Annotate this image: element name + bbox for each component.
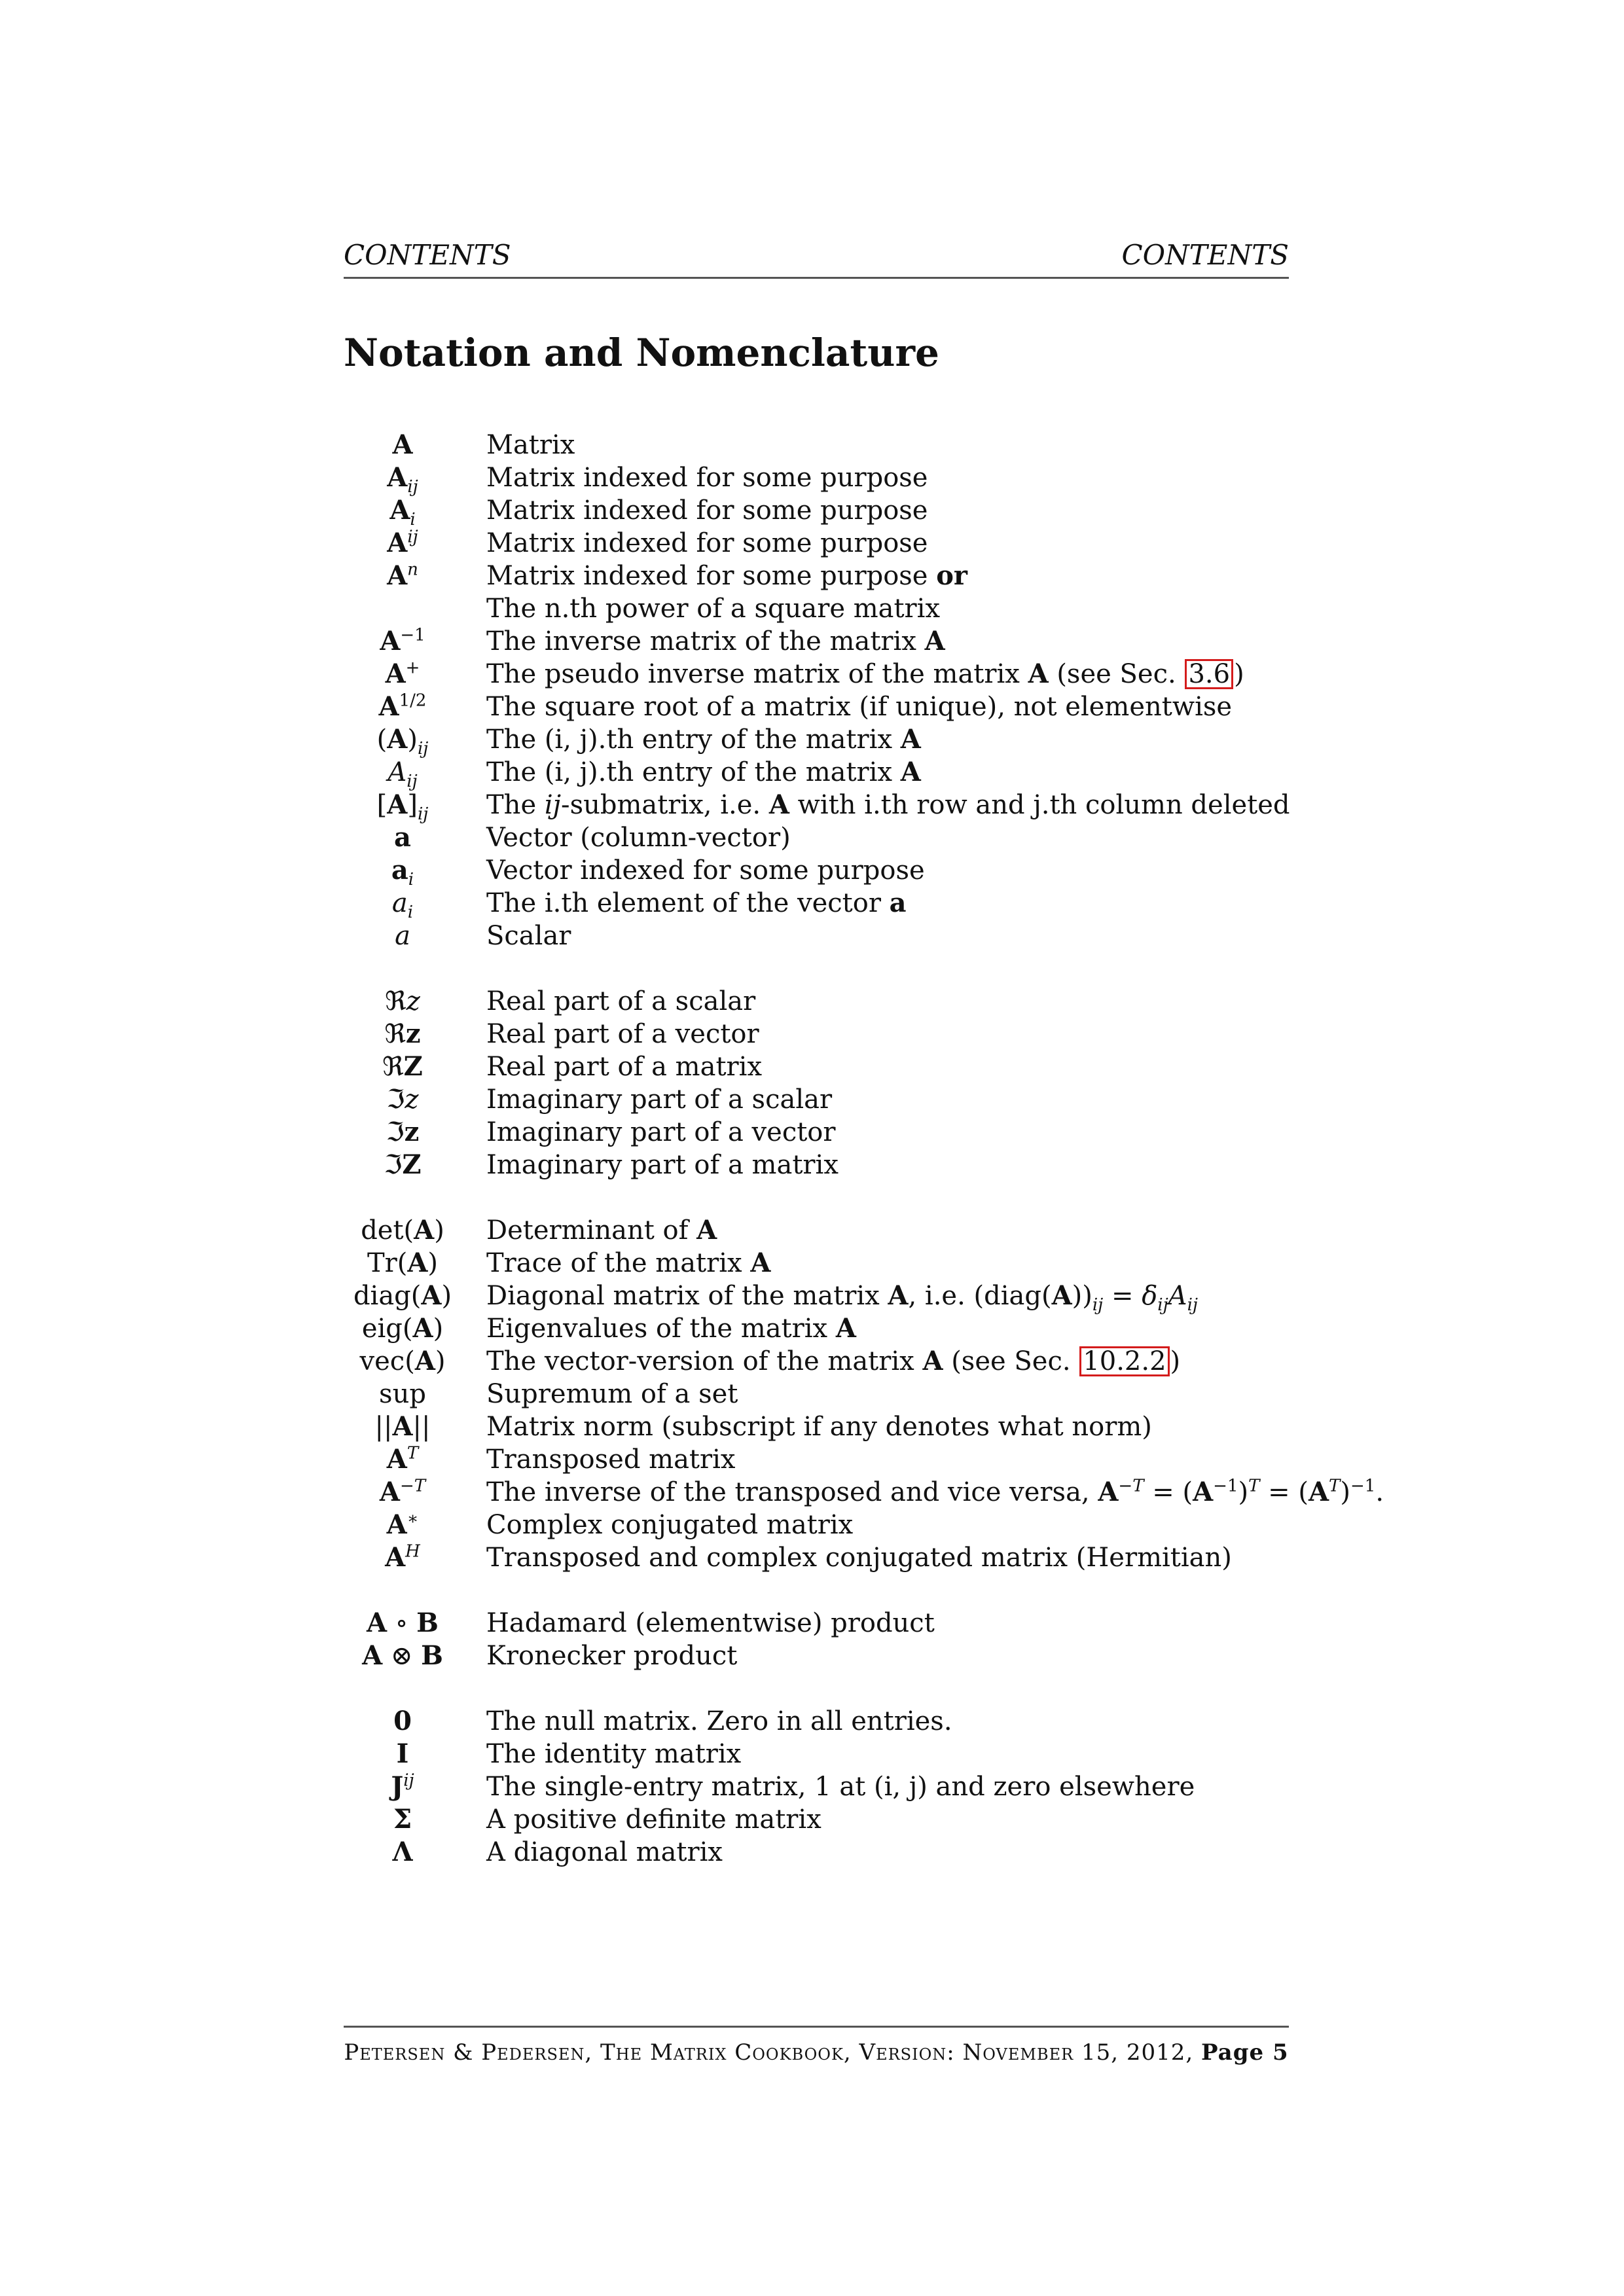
symbol: diag(A) [353, 1280, 452, 1311]
list-item [344, 1378, 1456, 1410]
list-item [344, 1541, 1456, 1574]
description: Imaginary part of a matrix [486, 1150, 839, 1180]
list-item [344, 560, 1456, 592]
symbol: $A_{ij}$ [387, 462, 418, 497]
description: Hadamard (elementwise) product [486, 1608, 935, 1638]
header-left: CONTENTS [344, 239, 511, 271]
list-item [344, 461, 1456, 497]
symbol: $a_i$ [391, 888, 414, 922]
symbol: Σ [393, 1804, 412, 1835]
description: The (i, j).th entry of the matrix A [486, 757, 921, 787]
symbol: $J^{ij}$ [391, 1770, 414, 1802]
list-item [344, 1803, 1456, 1836]
description: Transposed matrix [486, 1444, 736, 1475]
running-header [344, 239, 1289, 279]
symbol: I [396, 1738, 409, 1769]
symbol: vec(A) [359, 1346, 446, 1376]
list-item [344, 1836, 1456, 1869]
symbol: Tr(A) [367, 1247, 439, 1278]
description: The null matrix. Zero in all entries. [486, 1706, 952, 1736]
symbol: $A^{-1}$ [380, 625, 425, 656]
description: Vector indexed for some purpose [486, 855, 925, 886]
description: The single-entry matrix, 1 at (i, j) and zero elsewhere [486, 1772, 1195, 1802]
symbol: eig(A) [361, 1313, 444, 1344]
page-number: Page 5 [1201, 2039, 1289, 2066]
symbol: A ⊗ B [362, 1640, 443, 1671]
description: The vector-version of the matrix A (see Sec. 10.2.2 ) [486, 1346, 1181, 1376]
description: The square root of a matrix (if unique), not elementwise [486, 692, 1233, 722]
symbol: $A^n$ [387, 560, 418, 591]
list-item [344, 854, 1456, 887]
section-link[interactable]: 10.2.2 [1079, 1346, 1169, 1376]
description: Determinant of A [486, 1215, 717, 1246]
list-item [344, 1247, 1456, 1280]
list-item [344, 1280, 1456, 1315]
symbol: $A^{ij}$ [387, 527, 418, 558]
description: The i.th element of the vector a [486, 888, 907, 918]
description: The pseudo inverse matrix of the matrix A (see Sec. 3.6 ) [486, 658, 1244, 689]
list-item [344, 789, 1456, 824]
list-item [344, 1738, 1456, 1770]
list-item [344, 527, 1456, 560]
list-item [344, 1345, 1456, 1378]
list-item [344, 494, 1456, 527]
symbol: ℜz [384, 1018, 421, 1049]
list-item [344, 1116, 1456, 1149]
list-item [344, 985, 1456, 1018]
symbol: $(A)_{ij}$ [376, 724, 429, 759]
list-item [344, 429, 1456, 461]
page-title: Notation and Nomenclature [344, 331, 939, 375]
list-item [344, 1410, 1456, 1443]
symbol: A ∘ B [367, 1607, 439, 1638]
symbol: $A^{-T}$ [379, 1476, 426, 1507]
list-item [344, 1050, 1456, 1083]
description: The ij-submatrix, i.e. A with i.th row and j.th column deleted [486, 789, 1290, 820]
symbol: $A^{1/2}$ [378, 691, 427, 722]
list-item [344, 1312, 1456, 1345]
list-item [344, 1214, 1456, 1247]
list-item [344, 1770, 1456, 1803]
description: Matrix [486, 430, 575, 460]
description: Vector (column-vector) [486, 823, 791, 853]
symbol: ℑz [386, 1117, 420, 1147]
description: Real part of a matrix [486, 1052, 762, 1082]
symbol: A [392, 429, 413, 460]
footer-text: Petersen & Pedersen, The Matrix Cookbook, Version: November 15, 2012, [344, 2039, 1194, 2066]
list-item [344, 592, 1456, 625]
symbol: sup [379, 1379, 426, 1409]
symbol: ℜZ [382, 1051, 423, 1082]
list-item [344, 1509, 1456, 1541]
description: A diagonal matrix [486, 1837, 723, 1867]
symbol: det(A) [361, 1215, 444, 1246]
description: Eigenvalues of the matrix A [486, 1313, 856, 1344]
symbol: $A^H$ [385, 1541, 420, 1573]
notation-table [344, 429, 1456, 1869]
symbol: a [395, 921, 410, 951]
description: A positive definite matrix [486, 1804, 821, 1835]
symbol: $A_{ij}$ [388, 757, 418, 791]
description: Transposed and complex conjugated matrix (Hermitian) [486, 1543, 1232, 1573]
description: Matrix indexed for some purpose [486, 528, 928, 558]
symbol: $A_i$ [389, 495, 416, 529]
symbol: ||A|| [374, 1411, 431, 1442]
description: Matrix norm (subscript if any denotes what norm) [486, 1412, 1152, 1442]
description: Matrix indexed for some purpose [486, 463, 928, 493]
description: The identity matrix [486, 1739, 742, 1769]
list-item [344, 1018, 1456, 1050]
symbol: $A^T$ [386, 1443, 419, 1475]
description: Supremum of a set [486, 1379, 738, 1409]
description: Real part of a vector [486, 1019, 759, 1049]
list-item [344, 1443, 1456, 1476]
symbol: 0 [393, 1706, 412, 1736]
list-item [344, 756, 1456, 789]
list-item [344, 625, 1456, 658]
list-item [344, 821, 1456, 854]
list-item [344, 723, 1456, 759]
description: The inverse matrix of the matrix A [486, 626, 945, 656]
list-item [344, 887, 1456, 920]
description: Scalar [486, 921, 571, 951]
page-footer [344, 2026, 1289, 2066]
symbol: $[A]_{ij}$ [376, 789, 429, 824]
list-item [344, 920, 1456, 952]
symbol: $a_i$ [391, 855, 414, 889]
list-item [344, 691, 1456, 723]
description: Trace of the matrix A [486, 1247, 771, 1278]
description: Diagonal matrix of the matrix A, i.e. $(diag(A))_{ij} = \delta_{ij}A_{ij}$ [486, 1280, 1198, 1315]
list-item [344, 1476, 1456, 1509]
description: Matrix indexed for some purpose or [486, 560, 967, 591]
description: The n.th power of a square matrix [486, 594, 941, 624]
symbol: A+ [385, 658, 420, 689]
section-link[interactable]: 3.6 [1185, 659, 1233, 689]
description: Matrix indexed for some purpose [486, 495, 928, 526]
list-item [344, 1607, 1456, 1640]
list-item [344, 1705, 1456, 1738]
symbol: ℑz [386, 1085, 419, 1115]
symbol: A∗ [386, 1509, 419, 1540]
symbol: ℑZ [384, 1149, 422, 1180]
description: Imaginary part of a vector [486, 1117, 836, 1147]
description: The (i, j).th entry of the matrix A [486, 724, 921, 755]
list-item [344, 1083, 1456, 1116]
description: Imaginary part of a scalar [486, 1085, 833, 1115]
header-right: CONTENTS [1121, 239, 1289, 271]
description: The inverse of the transposed and vice versa, $A^{-T} = (A^{-1})^T = (A^T)^{-1}$. [486, 1476, 1384, 1507]
list-item [344, 1149, 1456, 1181]
symbol: a [394, 822, 411, 853]
symbol: ℜz [385, 986, 420, 1016]
list-item [344, 658, 1456, 691]
description: Complex conjugated matrix [486, 1510, 854, 1540]
symbol: Λ [392, 1837, 413, 1867]
list-item [344, 1640, 1456, 1672]
description: Kronecker product [486, 1641, 738, 1671]
description: Real part of a scalar [486, 986, 756, 1016]
